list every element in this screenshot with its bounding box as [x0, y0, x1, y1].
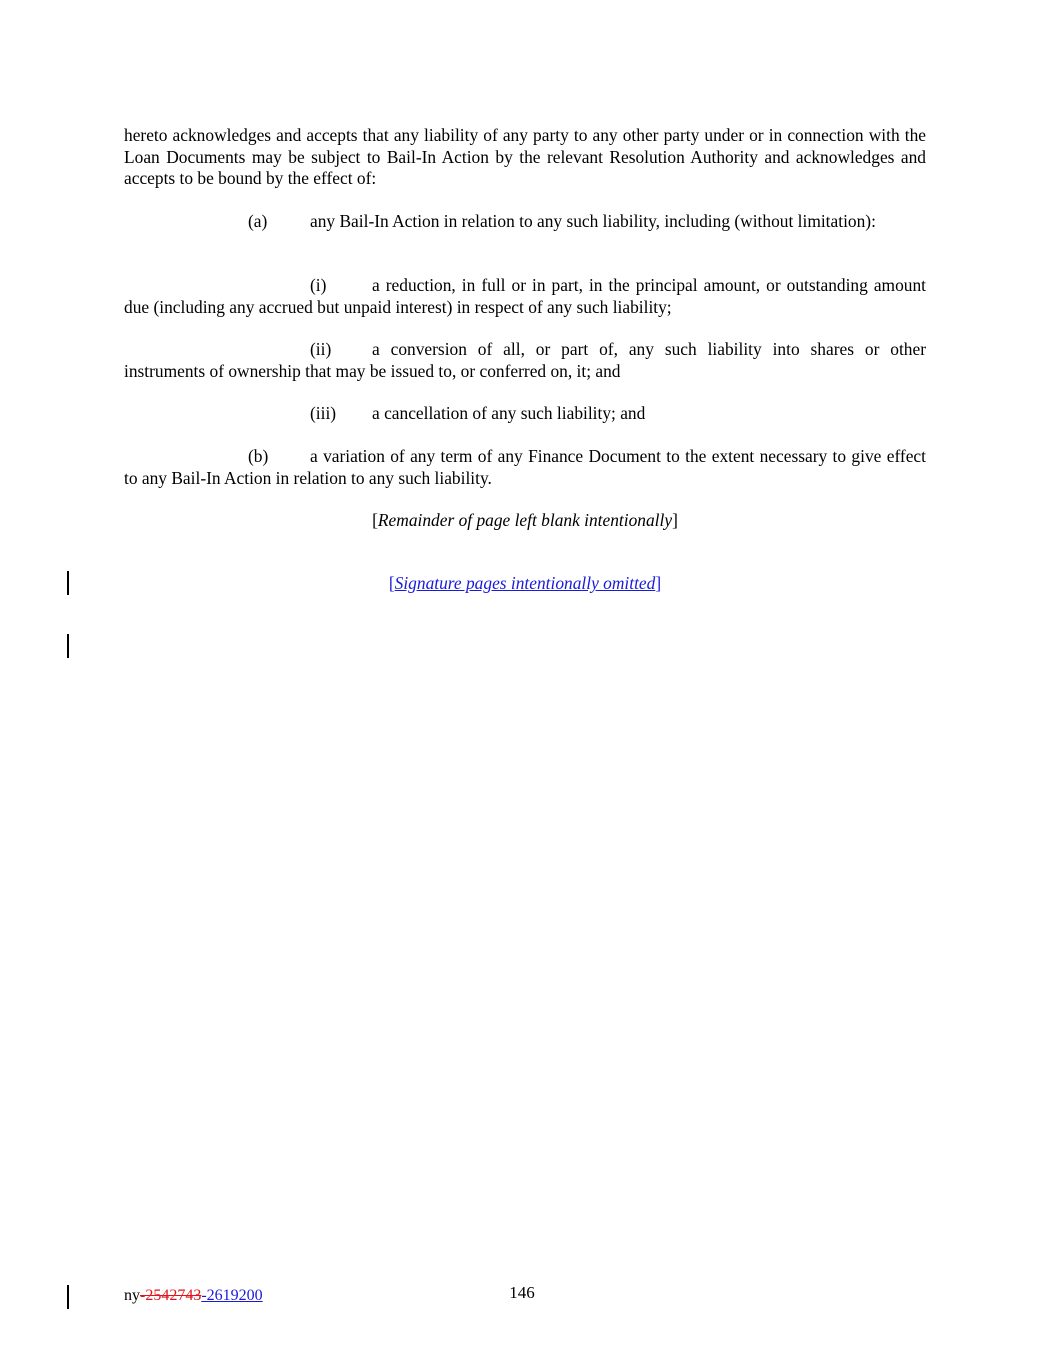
signature-text: Signature pages intentionally omitted: [394, 573, 656, 593]
remainder-text: Remainder of page left blank intentionally: [377, 510, 673, 530]
page-number: 146: [509, 1283, 535, 1302]
clause-i-text: a reduction, in full or in part, in the principal amount, or outstanding amount due (including any accrued but unpaid interest) in respect of any such liability;: [124, 275, 926, 317]
remainder-close-bracket: ]: [672, 510, 678, 530]
clause-iii-text: a cancellation of any such liability; and: [372, 403, 646, 423]
document-id: [124, 1286, 263, 1306]
clause-iii-number: (iii): [310, 403, 337, 423]
change-bar: [67, 571, 69, 595]
document-id-inserted: -2619200: [201, 1287, 263, 1304]
document-id-deleted: -2542743: [140, 1287, 202, 1304]
remainder-open-bracket: [: [372, 510, 378, 530]
clause-a-number: (a): [248, 211, 268, 231]
clause-i: [124, 275, 926, 318]
change-bar: [67, 1285, 69, 1309]
clause-b-text: a variation of any term of any Finance Document to the extent necessary to give effect to any Bail-In Action in relation to any such liability.: [124, 446, 926, 488]
document-id-prefix: ny: [124, 1287, 140, 1304]
clause-ii-number: (ii): [310, 339, 332, 359]
remainder-note: [124, 510, 926, 532]
signature-close-bracket: ]: [655, 573, 662, 593]
clause-a-text: any Bail-In Action in relation to any such liability, including (without limitation):: [310, 211, 876, 231]
signature-note: [124, 573, 926, 595]
signature-open-bracket: [: [388, 573, 395, 593]
clause-a: [124, 211, 926, 233]
change-bar: [67, 634, 69, 658]
clause-iii: [124, 403, 926, 425]
clause-b-number: (b): [248, 446, 269, 466]
clause-b: [124, 446, 926, 489]
clause-ii-text: a conversion of all, or part of, any such liability into shares or other instruments of ownership that may be issued to, or conferred on, it; and: [124, 339, 926, 381]
lead-paragraph: hereto acknowledges and accepts that any liability of any party to any other party under or in connection with the Loan Documents may be subject to Bail-In Action by the relevant Resolution Authority and acknowledges and accepts to be bound by the effect of:: [124, 125, 926, 188]
clause-i-number: (i): [310, 275, 327, 295]
clause-ii: [124, 339, 926, 382]
